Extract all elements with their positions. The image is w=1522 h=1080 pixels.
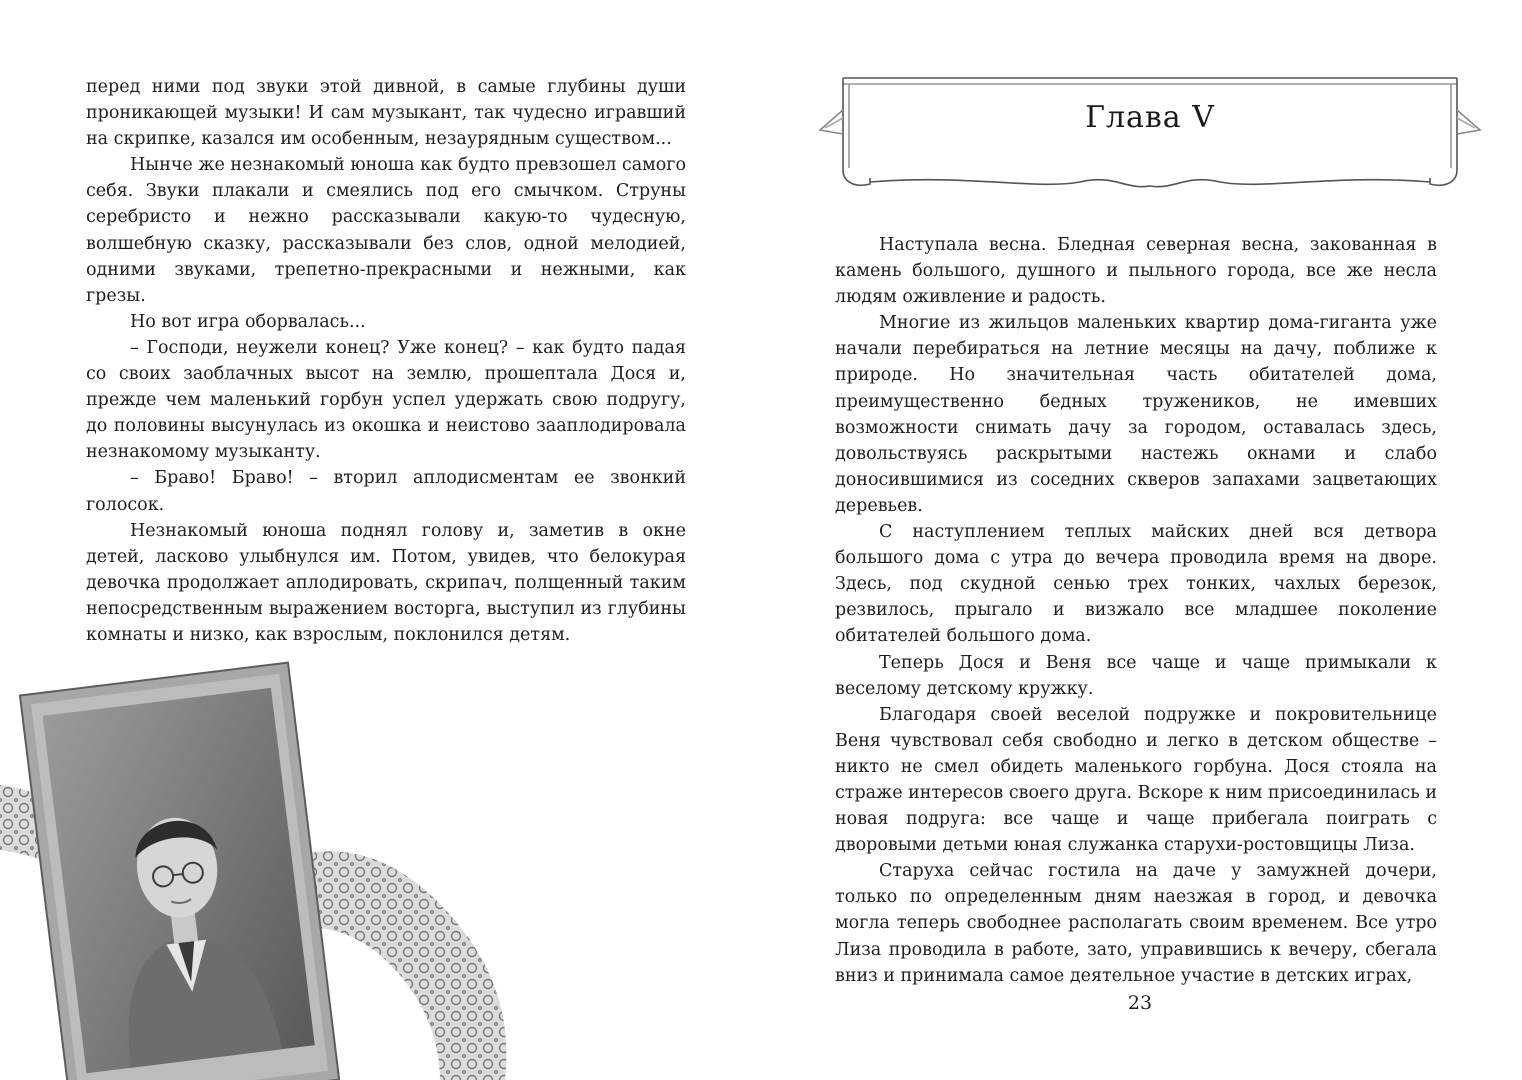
vintage-photo-illustration xyxy=(0,640,520,1080)
page-number: 23 xyxy=(1127,992,1153,1014)
right-paragraph-1: Наступала весна. Бледная северная весна, закованная в камень большого, душного и пыльного города, все же несла людям оживление и радость. xyxy=(835,235,1437,308)
right-paragraph-5: Благодаря своей веселой подружке и покровительнице Веня чувствовал себя свободно и легко в детском обществе – никто не смел обидеть маленького горбуна. Дося стояла на страже интересов своего друга. Вскоре к ним присоединилась и новая подруга: все чаще и чаще прибегала поиграть с дворовыми детьми юная служанка старухи-ростовщицы Лиза. xyxy=(835,704,1437,856)
chapter-title: Глава V xyxy=(1085,100,1215,135)
photo-card xyxy=(20,663,339,1080)
right-paragraph-3: С наступлением теплых майских дней вся детвора большого дома с утра до вечера проводила время на дворе. Здесь, под скудной сенью трех тонких, чахлых березок, резвилось, прыгало и визжало все младшее поколение обитателей большого дома. xyxy=(835,522,1437,647)
left-paragraph-2: Нынче же незнакомый юноша как будто превзошел самого себя. Звуки плакали и смеялись под его смычком. Струны серебристо и нежно рассказывали какую-то чудесную, волшебную сказку, рассказывали без слов, одной мелодией, одними звуками, трепетно-прекрасными и нежными, как грезы. xyxy=(86,155,686,306)
left-paragraph-3: Но вот игра оборвалась... xyxy=(130,311,366,332)
chapter-ornamental-frame xyxy=(815,70,1485,205)
left-paragraph-1: перед ними под звуки этой дивной, в самые глубины души проникающей музыки! И сам музыкант, так чудесно игравший на скрипке, казался им особенным, незаурядным существом... xyxy=(86,77,686,150)
right-paragraph-4: Теперь Дося и Веня все чаще и чаще примыкали к веселому детскому кружку. xyxy=(835,652,1437,699)
right-page-text xyxy=(835,232,1437,989)
right-paragraph-2: Многие из жильцов маленьких квартир дома-гиганта уже начали перебираться на летние месяцы на дачу, поближе к природе. Но значительная часть обитателей дома, преимущественно бедных тружеников, не имевших возможности снимать дачу за городом, оставалась здесь, довольствуясь раскрытыми настежь окнами и слабо доносившимися из соседних скверов запахами зацветающих деревьев. xyxy=(835,313,1437,516)
right-paragraph-6: Старуха сейчас гостила на даче у замужней дочери, только по определенным дням наезжая в город, и девочка могла теперь свободнее располагать своим временем. Все утро Лиза проводила в работе, зато, управившись к вечеру, сбегала вниз и принимала самое деятельное участие в детских играх, xyxy=(835,861,1437,986)
left-paragraph-6: Незнакомый юноша поднял голову и, заметив в окне детей, ласково улыбнулся им. Потом, увидев, что белокурая девочка продолжает аплодировать, скрипач, полщенный таким непосредственным выражением восторга, выступил из глубины комнаты и низко, как взрослым, поклонился детям. xyxy=(86,520,686,645)
left-paragraph-4: – Господи, неужели конец? Уже конец? – как будто падая со своих заоблачных высот на землю, прошептала Дося и, прежде чем маленький горбун успел удержать свою подругу, до половины высунулась из окошка и неистово зааплодировала незнакомому музыканту. xyxy=(86,337,686,463)
left-page-text xyxy=(86,74,686,648)
left-paragraph-5: – Браво! Браво! – вторил аплодисментам ее звонкий голосок. xyxy=(86,468,686,515)
